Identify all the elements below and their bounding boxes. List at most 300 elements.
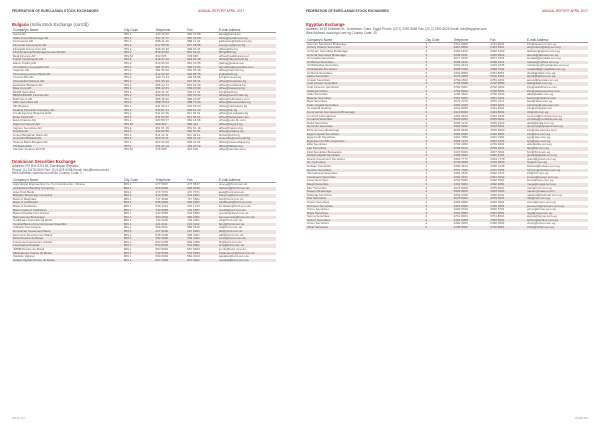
email-address[interactable]: ipop@bvrd.com.do bbox=[218, 244, 276, 248]
city-code: 2 bbox=[425, 114, 428, 118]
email-address[interactable]: alahram@ahram.com.eg bbox=[526, 49, 560, 53]
fax: 817 58 59 bbox=[186, 44, 218, 48]
email-address[interactable]: info@bacb.bg bbox=[218, 90, 238, 94]
telephone: 2792 0001 bbox=[453, 85, 468, 89]
email-address[interactable]: ahlypharos@ahly.com.eg bbox=[526, 46, 588, 50]
email-address[interactable]: info@efg-hermes.com bbox=[526, 129, 557, 133]
city-code: 359 2 bbox=[123, 87, 155, 91]
fax: 2391 7991 bbox=[490, 136, 505, 140]
city-code: 359 2 bbox=[123, 137, 155, 141]
email-address[interactable]: kurdistan@bvrd.com.do bbox=[218, 204, 251, 208]
fax: 566 9001 bbox=[186, 201, 218, 205]
company-name: Dominican Investment Bank bbox=[12, 230, 123, 234]
fax: 2393 5051 bbox=[489, 219, 526, 223]
email-address[interactable]: office@euro-fin.com bbox=[218, 119, 246, 123]
email-address[interactable]: caribbean@bvrd.com.do bbox=[218, 201, 276, 205]
dominican-contact-block bbox=[12, 165, 276, 176]
left-page-number: PAGE 112 bbox=[12, 416, 25, 420]
city-code: 359 2 bbox=[123, 94, 155, 98]
city-code: 2 bbox=[424, 90, 452, 94]
fax: 2393 9091 bbox=[490, 200, 505, 204]
email-address[interactable]: nile@nile.com.eg bbox=[526, 197, 588, 201]
telephone: 2792 2888 bbox=[453, 82, 490, 86]
email-address[interactable]: office@deltastock.com bbox=[218, 116, 276, 120]
email-address[interactable]: rasheed@bvrd.com.do bbox=[218, 187, 276, 191]
telephone: 566 5611 bbox=[155, 226, 168, 230]
telephone: 988 75 53 bbox=[155, 101, 187, 105]
company-name: National Securities bbox=[307, 193, 333, 197]
email-address[interactable]: office@mkbrokers.bg bbox=[218, 105, 248, 109]
fax: 2390 7001 bbox=[489, 68, 526, 72]
email-address[interactable]: office@kbcsecurities.bg bbox=[218, 101, 276, 105]
telephone: 401 01 19 bbox=[155, 145, 187, 149]
fax: 2391 0102 bbox=[489, 176, 526, 180]
fax: 2576 4301 bbox=[489, 75, 526, 79]
email-address[interactable]: zilzal@zilzal.com.eg bbox=[526, 226, 588, 230]
email-address[interactable]: fiu@bvrd.com.do bbox=[218, 240, 242, 244]
fax: 981 56 28 bbox=[187, 69, 201, 73]
email-address[interactable]: cairocap@cairocap.com bbox=[526, 104, 588, 108]
email-address[interactable]: national@national.com.eg bbox=[526, 193, 562, 197]
telephone: 2304 1313 bbox=[453, 140, 490, 144]
telephone: 2391 8050 bbox=[453, 71, 468, 75]
city-code: 809 1 bbox=[123, 230, 155, 234]
email-address[interactable]: atlas@atlas.com.eg bbox=[526, 93, 554, 97]
city-code: 2 bbox=[425, 42, 428, 46]
email-address[interactable]: office@fico.bg bbox=[218, 47, 238, 51]
email-address[interactable]: office@sofiainvest.bg bbox=[218, 37, 276, 41]
telephone: 566 9000 bbox=[155, 201, 187, 205]
fax: 960 2001 bbox=[186, 216, 218, 220]
email-address[interactable]: grand@grand.com.eg bbox=[526, 157, 556, 161]
company-name: Agricultural Engineering Co. For Investments - Nineva bbox=[13, 182, 85, 187]
fax: 2393 6061 bbox=[489, 125, 526, 129]
table-row bbox=[12, 259, 276, 263]
col-city: City Code bbox=[424, 38, 452, 43]
email-address[interactable]: sphinx@sphinx.com.eg bbox=[526, 219, 588, 223]
fax: 615 506 bbox=[187, 148, 199, 152]
email-address[interactable]: office@dfc.bg bbox=[218, 109, 276, 113]
email-address[interactable]: babylon@bvrd.com.do bbox=[218, 194, 276, 198]
company-name: Bank of Kurdistan bbox=[13, 204, 37, 208]
fax: 923 26 12 bbox=[186, 137, 218, 141]
company-name: JMMB Puesto de Bolsa bbox=[13, 248, 45, 252]
email-address[interactable]: mega@mega.com.eg bbox=[526, 183, 588, 187]
email-address[interactable]: motahida@motahida.com.eg bbox=[526, 68, 588, 72]
city-code: 2 bbox=[425, 129, 428, 133]
fax: 2392 5153 bbox=[490, 49, 505, 53]
email-address[interactable]: popular@bvrd.com.do bbox=[218, 212, 249, 216]
email-address[interactable]: aaib@aaib.com.eg bbox=[526, 82, 588, 86]
company-name: Elana Trading AD bbox=[13, 61, 37, 65]
fax: 230 1213 bbox=[187, 204, 200, 208]
fax: 2391 8051 bbox=[490, 71, 505, 75]
fax: 2391 8081 bbox=[489, 212, 526, 216]
telephone: 3336 1212 bbox=[453, 121, 468, 125]
fax: 3331 8001 bbox=[489, 111, 526, 115]
fax: 2390 4445 bbox=[490, 164, 505, 168]
email-address[interactable]: bob@bvrd.com.do bbox=[218, 197, 244, 201]
email-address[interactable]: office@zagora.bg bbox=[218, 123, 276, 127]
email-address[interactable]: office@positiva.bg bbox=[218, 130, 276, 134]
city-code: 359 2 bbox=[123, 126, 132, 130]
company-name: Dealing Financial Company AD bbox=[12, 109, 123, 113]
fax: 960 50 51 bbox=[186, 130, 218, 134]
email-address[interactable]: delta@delta.com.eg bbox=[526, 121, 554, 125]
email-address[interactable]: misr@misr.com.eg bbox=[526, 186, 552, 190]
fax: 534 0251 bbox=[186, 194, 218, 198]
email-address[interactable]: cib@bvrd.com.do bbox=[218, 219, 243, 223]
company-name: Al Motahida Securities bbox=[306, 68, 424, 72]
company-name: Egyptian Portfolio Securities bbox=[306, 140, 424, 144]
company-name: Commercial International Brokerage bbox=[306, 111, 424, 115]
col-tel: Telephone bbox=[155, 28, 187, 33]
email-address[interactable]: office@capman.bg bbox=[218, 69, 244, 73]
telephone: 817 58 58 bbox=[155, 44, 187, 48]
fax: 3336 1213 bbox=[490, 121, 505, 125]
email-address[interactable]: dib@bvrd.com.do bbox=[218, 230, 276, 234]
email-address[interactable]: lotus@lotus.com.eg bbox=[526, 179, 554, 183]
email-address[interactable]: info@acumen.com.eg bbox=[526, 42, 557, 46]
telephone: 3331 8200 bbox=[453, 107, 468, 111]
email-address[interactable]: office@ingcom.bg bbox=[218, 126, 243, 130]
email-address[interactable]: office@betacorp.bg bbox=[218, 87, 276, 91]
email-address[interactable]: evergroup@ever.bg bbox=[218, 44, 276, 48]
right-page-number: PAGE 113 bbox=[575, 416, 588, 420]
city-code: 809 1 bbox=[123, 201, 155, 205]
email-address[interactable]: shark@shark.com.eg bbox=[526, 71, 556, 75]
fax: 986 20 87 bbox=[187, 97, 201, 101]
company-name: Dynamic Securities bbox=[306, 125, 424, 129]
city-code: 809 1 bbox=[123, 223, 155, 227]
email-address[interactable]: fair@fair.com.eg bbox=[526, 147, 588, 151]
company-name: First Securities Brokerage bbox=[307, 150, 342, 154]
company-name: CI Capital Holding bbox=[307, 107, 332, 111]
fax: 535 3301 bbox=[187, 233, 200, 237]
email-address[interactable]: office@ca-bulgaria.bg bbox=[218, 112, 249, 116]
fax: 807 2001 bbox=[186, 259, 218, 263]
company-name: Caribbean International Bank bbox=[13, 219, 52, 223]
city-code: 2 bbox=[425, 215, 428, 219]
email-address[interactable]: cordoba@cordoba.com.eg bbox=[526, 118, 588, 122]
company-name: Egypt Gulf Securities bbox=[307, 136, 336, 140]
email-address[interactable]: bcrd@bvrd.com.do bbox=[218, 223, 276, 227]
dominican-address: Address: PO Box 4-93-94, Dominican Republic bbox=[12, 163, 79, 168]
email-address[interactable]: ucapital@bvrd.com.do bbox=[218, 259, 276, 263]
company-name: BENCHMARK Finance AD bbox=[12, 94, 123, 98]
telephone: 3749 6008 bbox=[453, 161, 490, 165]
fax: 3337 5001 bbox=[490, 150, 505, 154]
telephone: 918 37 42 bbox=[155, 58, 187, 62]
fax: 3762 5001 bbox=[489, 90, 526, 94]
fax: 981 23 99 bbox=[186, 87, 218, 91]
telephone: 2393 9090 bbox=[453, 200, 468, 204]
email-address[interactable]: ffbh@ffbh.bg bbox=[218, 51, 276, 55]
telephone: 986 14 77 bbox=[155, 83, 169, 87]
city-code: 359 2 bbox=[123, 112, 132, 116]
email-address[interactable]: office@piraeusbank.bg bbox=[218, 141, 250, 144]
email-address[interactable]: helwan@helwan.com.eg bbox=[526, 164, 560, 168]
fax: 719 6667 bbox=[186, 209, 218, 213]
company-name: Sphinx Securities bbox=[306, 219, 424, 223]
email-address[interactable]: karoll@karoll.bg bbox=[218, 32, 241, 37]
company-name: Al Ahly Pharos Securities bbox=[306, 46, 424, 50]
email-address[interactable]: office@tbibank.bg bbox=[218, 145, 276, 149]
telephone: 542 8393 bbox=[155, 252, 187, 256]
fax: 560 0910 bbox=[187, 255, 200, 259]
telephone: 262 4000 bbox=[155, 237, 187, 241]
email-address[interactable]: office@postbank.bg bbox=[218, 83, 246, 87]
company-name: Investment Securities bbox=[306, 176, 424, 180]
company-name: Bank of Baghdad bbox=[13, 197, 37, 201]
telephone: 811 50 00 bbox=[155, 116, 187, 120]
fax: 600 421 bbox=[186, 123, 218, 127]
company-name: Nile Securities bbox=[306, 197, 424, 201]
fax: 3761 8001 bbox=[490, 215, 505, 219]
egypt-table bbox=[306, 38, 588, 230]
telephone: 2390 4444 bbox=[453, 164, 468, 168]
city-code: 809 1 bbox=[123, 194, 155, 198]
telephone: 230 1212 bbox=[155, 204, 169, 208]
email-address[interactable]: raya@raya.com.eg bbox=[526, 212, 588, 216]
email-address[interactable]: multivalores@bvrd.com.do bbox=[218, 252, 276, 256]
email-address[interactable]: invsec@invsec.com.eg bbox=[526, 176, 588, 180]
company-name: Beta Securities bbox=[307, 100, 328, 104]
telephone: 951 51 15 bbox=[155, 126, 169, 130]
email-address[interactable]: excel@bvrd.com.do bbox=[218, 237, 276, 241]
email-address[interactable]: jmmb@bvrd.com.do bbox=[218, 248, 246, 252]
fax: 2415 6001 bbox=[489, 205, 526, 209]
company-name: Financial House Fico AD bbox=[13, 47, 46, 51]
col-email: E-mail Address bbox=[218, 178, 276, 183]
dominican-web: Web Address: www.bvrd.com.do Country Code: 1 bbox=[12, 171, 82, 176]
email-address[interactable]: horizon@horizon.com.eg bbox=[526, 169, 588, 173]
email-address[interactable]: banreservas@bvrd.com.do bbox=[218, 216, 276, 220]
email-address[interactable]: amwal@amwal.com.eg bbox=[526, 78, 558, 82]
email-address[interactable]: first@first.com.eg bbox=[526, 150, 551, 154]
email-address[interactable]: office@icmarkets.bg bbox=[218, 80, 276, 84]
telephone: 2391 8080 bbox=[453, 212, 490, 216]
telephone: 2415 6000 bbox=[453, 205, 490, 209]
email-address[interactable]: credit@bvrd.com.do bbox=[218, 209, 276, 213]
telephone: 3535 6499 bbox=[453, 129, 468, 133]
city-code: 2 bbox=[424, 118, 452, 122]
city-code: 359 2 bbox=[123, 44, 155, 48]
fax: 2796 1623 bbox=[490, 93, 505, 97]
company-name: Atlas Securities bbox=[307, 93, 328, 97]
fax: 810 64 01 bbox=[186, 51, 218, 55]
city-code: 809 1 bbox=[123, 252, 155, 256]
company-name: First Financial Brokerage House EOOD bbox=[12, 51, 123, 55]
email-address[interactable]: office@realfinance.net bbox=[218, 54, 249, 58]
email-address[interactable]: office@benchmark.bg bbox=[218, 94, 276, 98]
fax: 800 42 01 bbox=[187, 141, 201, 144]
company-name: Global Capital Securities bbox=[306, 154, 424, 158]
telephone: 719 6666 bbox=[155, 209, 187, 213]
telephone: 221 9111 bbox=[155, 223, 187, 227]
fax: 981 21 84 bbox=[186, 66, 218, 70]
email-address[interactable]: orient@orient.com.eg bbox=[526, 200, 556, 204]
city-code: 2 bbox=[425, 136, 428, 140]
company-name: Babylon Brokerage Company bbox=[12, 194, 123, 198]
fax: 3300 5701 bbox=[490, 208, 505, 212]
email-address[interactable]: alpha@alpha.com.eg bbox=[526, 75, 588, 79]
city-code: 809 1 bbox=[123, 219, 132, 223]
telephone: 2391 7990 bbox=[453, 136, 468, 140]
telephone: 960 50 50 bbox=[155, 130, 187, 134]
email-address[interactable]: ismailia@ismailia.com.eg bbox=[526, 57, 561, 61]
fax: 2461 6301 bbox=[489, 97, 526, 101]
fax: 930 11 23 bbox=[187, 90, 201, 94]
city-code: 359 2 bbox=[123, 141, 132, 144]
fax: 2403 3445 bbox=[490, 64, 505, 68]
fax: 2795 0071 bbox=[489, 147, 526, 151]
email-address[interactable]: naeem@naeem.com bbox=[526, 190, 588, 194]
email-address[interactable]: ugmarket@ugmarket.com bbox=[218, 66, 276, 70]
email-address[interactable]: edb@bvrd.com.do bbox=[218, 233, 244, 237]
email-address[interactable]: office@varchev.com bbox=[218, 148, 246, 152]
city-code: 2 bbox=[424, 125, 452, 129]
company-name: Delta Stock AD bbox=[12, 116, 123, 120]
city-code: 359 2 bbox=[123, 133, 132, 137]
fax: 2392 4041 bbox=[490, 193, 505, 197]
company-name: Excel Puesto de Bolsa bbox=[12, 237, 123, 241]
company-name: Al-Rasheed Banking Company bbox=[12, 187, 123, 191]
email-address[interactable]: egs@egs.com.eg bbox=[526, 136, 551, 140]
fax: 988 11 21 bbox=[187, 40, 201, 44]
email-address[interactable]: eps@eps.com.eg bbox=[526, 140, 588, 144]
company-name: Lotus Securities bbox=[307, 179, 329, 183]
email-address[interactable]: citi@bvrd.com.do bbox=[218, 226, 243, 230]
company-name: Naeem Brokerage bbox=[306, 190, 424, 194]
city-code: 2 bbox=[424, 147, 452, 151]
city-code: 809 1 bbox=[123, 209, 155, 213]
telephone: 2795 0070 bbox=[453, 147, 490, 151]
telephone: 615 505 bbox=[155, 148, 167, 152]
email-address[interactable]: asia@bvrd.com.do bbox=[218, 190, 244, 194]
company-name: MK Brokers bbox=[13, 105, 29, 109]
telephone: 2392 1515 bbox=[453, 172, 468, 176]
email-address[interactable]: ecs@ecs.com.eg bbox=[526, 133, 588, 137]
fax: 470 7071 bbox=[187, 190, 200, 194]
email-address[interactable]: hc@hc.com.eg bbox=[526, 161, 588, 165]
fax: 440 86 86 bbox=[187, 76, 201, 80]
email-address[interactable]: info@cicapital.com bbox=[526, 107, 553, 111]
company-name: Bank Credit of Caribbean bbox=[12, 209, 123, 213]
company-name: Helwan Securities bbox=[307, 164, 332, 168]
email-address[interactable]: ip@iabank.bg bbox=[218, 73, 276, 77]
fax: 563 2256 bbox=[187, 240, 200, 244]
email-address[interactable]: info@arabfinance.com bbox=[526, 85, 557, 89]
email-address[interactable]: info@arabeyaonline.com bbox=[526, 90, 588, 94]
fax: 2795 8081 bbox=[489, 226, 526, 230]
email-address[interactable]: kafinance@kafinance.bg bbox=[218, 40, 252, 44]
col-email: E-mail Address bbox=[526, 38, 588, 43]
email-address[interactable]: trading@elana.net bbox=[218, 61, 244, 65]
city-code: 2 bbox=[425, 49, 428, 53]
fax: 2525 0001 bbox=[489, 118, 526, 122]
city-code: 809 1 bbox=[123, 204, 132, 208]
city-code: 359 2 bbox=[123, 90, 132, 94]
email-address[interactable]: dynamic@dynamic.com.eg bbox=[526, 125, 588, 129]
email-address[interactable]: cib@cib.com.eg bbox=[526, 111, 588, 115]
company-name: Sigma Securities bbox=[307, 215, 330, 219]
city-code: 2 bbox=[424, 190, 452, 194]
company-name: UG Market Corporation AD bbox=[12, 66, 123, 70]
telephone: 2392 4040 bbox=[453, 193, 468, 197]
email-address[interactable]: alamal@alamal.com.eg bbox=[526, 54, 588, 58]
company-name: Credit Agricole Bulgaria EAD bbox=[13, 112, 52, 116]
city-code: 2 bbox=[424, 104, 452, 108]
fax: 200 5100 bbox=[186, 187, 218, 191]
email-address[interactable]: union@union.com.eg bbox=[526, 222, 556, 226]
company-name: Banreservas Brokerage bbox=[12, 216, 123, 220]
company-name: Arabeya Online bbox=[306, 90, 424, 94]
email-address[interactable]: parallax@bvrd.com.do bbox=[218, 255, 249, 259]
company-name: Banco Popular Dominicano bbox=[13, 212, 50, 216]
fax: 2575 5001 bbox=[490, 186, 505, 190]
city-code: 809 1 bbox=[123, 182, 132, 187]
email-address[interactable]: beltone@beltone.com bbox=[526, 97, 588, 101]
email-address[interactable]: mohandes@mohandes.com.eg bbox=[526, 64, 569, 68]
email-address[interactable]: elite@elite.com.eg bbox=[526, 143, 552, 147]
city-code: 2 bbox=[424, 176, 452, 180]
telephone: 2391 0101 bbox=[453, 176, 490, 180]
city-code: 359 2 bbox=[123, 119, 132, 123]
email-address[interactable]: broker@ubb.bg bbox=[218, 133, 240, 137]
email-address[interactable]: securities@unicredit.bg bbox=[218, 137, 276, 141]
fax: 3760 5051 bbox=[490, 179, 505, 183]
company-name: Varchev Finance EOOD bbox=[13, 148, 45, 152]
city-code: 2 bbox=[425, 172, 428, 176]
telephone: 980 56 57 bbox=[155, 119, 169, 123]
email-address[interactable]: office@bulbrokers.com bbox=[218, 97, 250, 101]
city-code: 2 bbox=[425, 78, 428, 82]
email-address[interactable]: sigma@sigma.com.eg bbox=[526, 215, 557, 219]
email-address[interactable]: prime@prime.com.eg bbox=[526, 208, 556, 212]
fax: 566 5612 bbox=[187, 226, 200, 230]
email-address[interactable]: office@fokusinvest.bg bbox=[218, 58, 276, 62]
telephone: 812 02 32 bbox=[155, 73, 187, 77]
company-name: Capman AD bbox=[13, 69, 30, 73]
telephone: 2390 7000 bbox=[453, 68, 490, 72]
city-code: 359 2 bbox=[123, 61, 132, 65]
email-address[interactable]: intl@intl.com.eg bbox=[526, 172, 549, 176]
fax: 2395 4001 bbox=[489, 154, 526, 158]
telephone: 400 10 00 bbox=[155, 32, 169, 37]
fax: 227 9001 bbox=[186, 230, 218, 234]
fax: 931 56 20 bbox=[187, 105, 201, 109]
email-address[interactable]: beta@beta.com.eg bbox=[526, 100, 553, 104]
email-address[interactable]: nineva@bvrd.com.do bbox=[218, 182, 248, 187]
email-address[interactable]: pioneers@pioneers.com.eg bbox=[526, 205, 588, 209]
email-address[interactable]: info@investor.bg bbox=[218, 76, 242, 80]
company-name: Misr Securities bbox=[307, 186, 327, 190]
company-name: Pioneers Securities bbox=[306, 205, 424, 209]
city-code: 359 52 bbox=[123, 148, 134, 152]
email-address[interactable]: global@global.com.eg bbox=[526, 154, 588, 158]
company-name: Al Amal Securities Brokerage bbox=[306, 54, 424, 58]
city-code: 809 1 bbox=[123, 187, 155, 191]
section-title-bulgaria bbox=[12, 22, 276, 27]
email-address[interactable]: concord@concord.com.eg bbox=[526, 114, 562, 118]
email-address[interactable]: marwa@marwa.com.eg bbox=[526, 61, 588, 65]
telephone: 807 2000 bbox=[155, 259, 187, 263]
telephone: 810 00 00 bbox=[155, 61, 169, 65]
company-name: Horizon Securities bbox=[306, 169, 424, 173]
fax: 2792 0002 bbox=[490, 85, 505, 89]
egypt-title: Egyptian Exchange bbox=[306, 22, 345, 27]
